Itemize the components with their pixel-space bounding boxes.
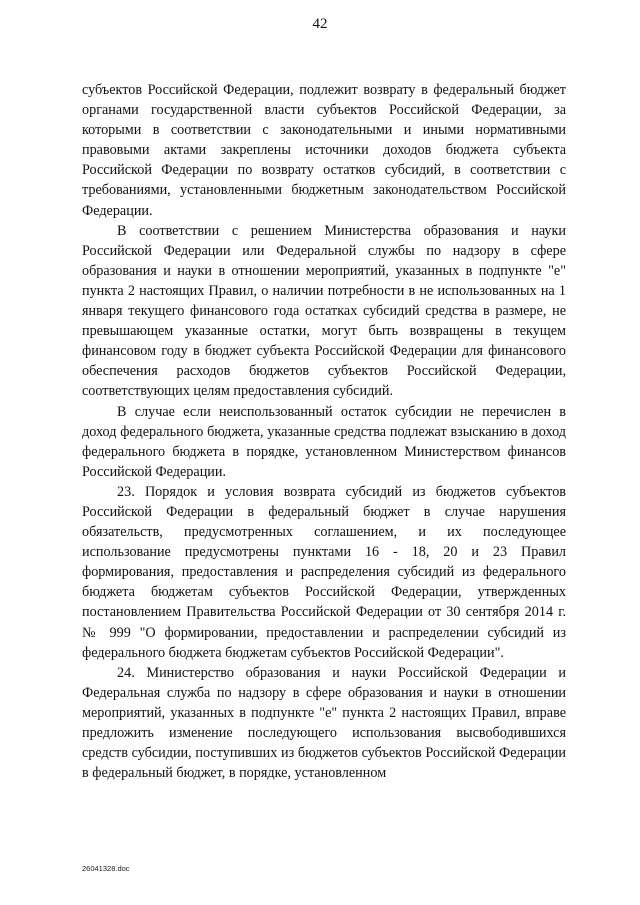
paragraph-item-23: 23. Порядок и условия возврата субсидий из бюджетов субъектов Российской Федерации в федеральный бюджет в случае нарушения обязательств, предусмотренных соглашением, и их последующее использование предусмотрены пунктами 16 - 18, 20 и 23 Правил формирования, предоставления и распределения субсидий из федерального бюджета бюджетам субъектов Российской Федерации, утвержденных постановлением Правительства Российской Федерации от 30 сентября 2014 г. № 999 "О формировании, предоставлении и распределении субсидий из федерального бюджета бюджетам субъектов Российской Федерации". xyxy=(82,483,566,661)
paragraph-return-decision: В соответствии с решением Министерства образования и науки Российской Федерации или Федеральной службы по надзору в сфере образования и науки в отношении мероприятий, указанных в подпункте "е" пункта 2 настоящих Правил, о наличии потребности в не использованных на 1 января текущего финансового года остатках субсидий средства в размере, не превышающем указанные остатки, могут быть возвращены в текущем финансовом году в бюджет субъекта Российской Федерации для финансового обеспечения расходов бюджетов субъектов Российской Федерации, соответствующих целям предоставления субсидий. xyxy=(82,222,566,400)
paragraph-item-24: 24. Министерство образования и науки Российской Федерации и Федеральная служба по надзору в сфере образования и науки в отношении мероприятий, указанных в подпункте "е" пункта 2 настоящих Правил, вправе предложить изменение последующего использования высвободившихся средств субсидии, поступивших из бюджетов субъектов Российской Федерации в федеральный бюджет, в порядке, установленном xyxy=(82,664,566,782)
document-body xyxy=(82,80,566,783)
footer-doc-id: 26041328.doc xyxy=(82,864,130,873)
page-number: 42 xyxy=(312,16,328,32)
paragraph-continuation: субъектов Российской Федерации, подлежит возврату в федеральный бюджет органами государственной власти субъектов Российской Федерации, за которыми в соответствии с законодательными и иными нормативными правовыми актами закреплены источники доходов бюджета субъекта Российской Федерации по возврату остатков субсидий, в соответствии с требованиями, установленными бюджетным законодательством Российской Федерации. xyxy=(82,82,566,219)
paragraph-recovery: В случае если неиспользованный остаток субсидии не перечислен в доход федерального бюджета, указанные средства подлежат взысканию в доход федерального бюджета в порядке, установленном Министерством финансов Российской Федерации. xyxy=(82,403,566,480)
